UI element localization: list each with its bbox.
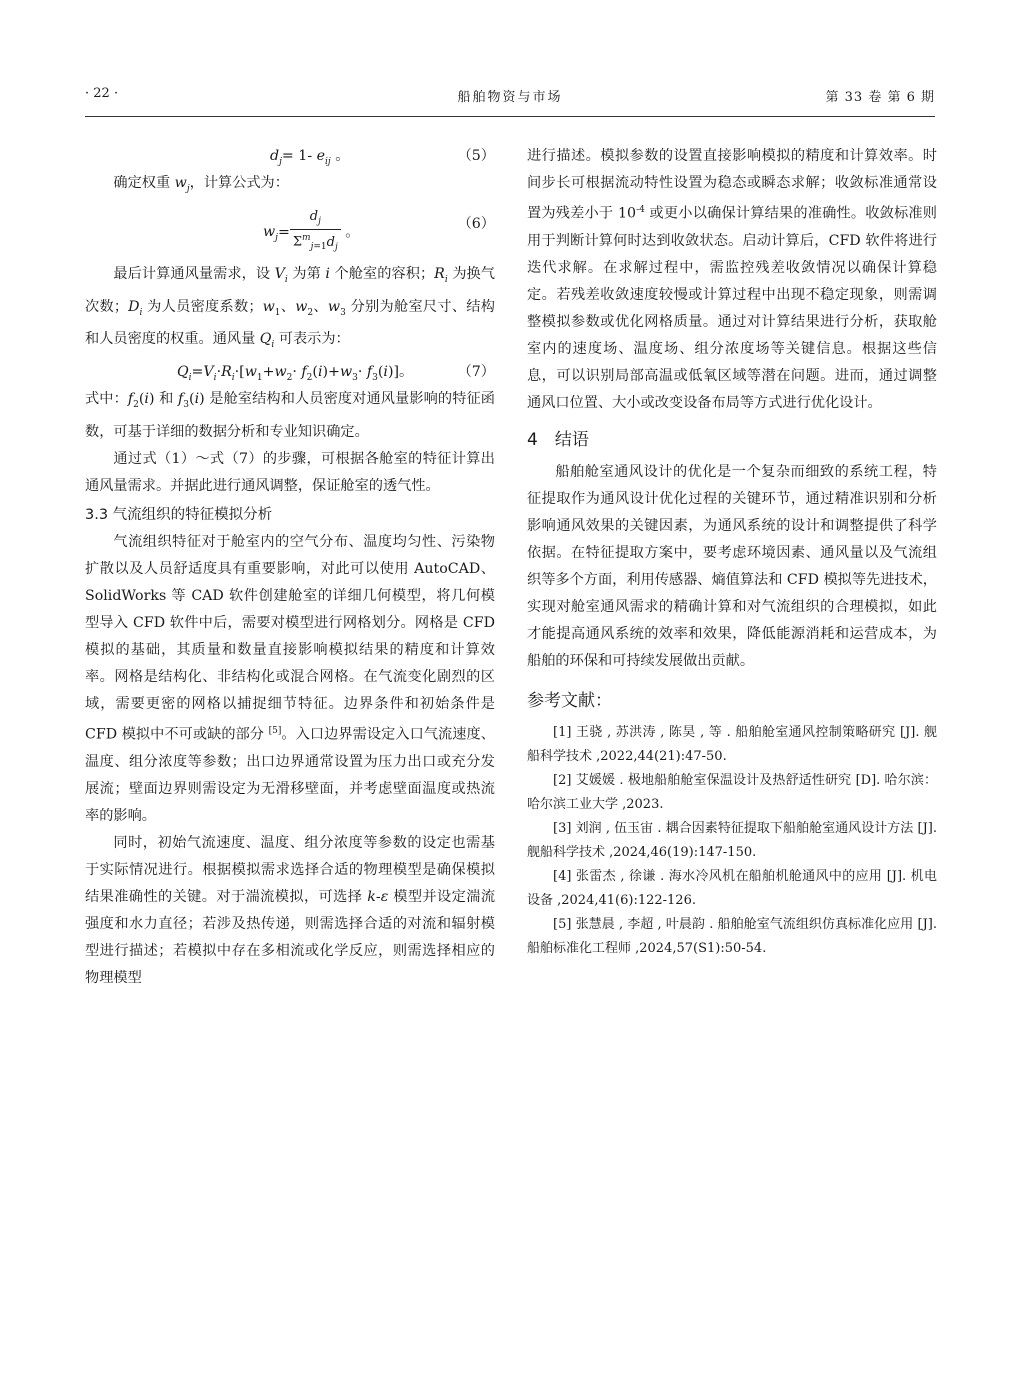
paragraph-summary-steps: 通过式（1）～式（7）的步骤，可根据各舱室的特征计算出通风量需求。并据此进行通风调整，保证舱室的透气性。 [85, 451, 495, 495]
equation-6-body: $w_j=$ $\frac{d_j}{\Sigma^m_{j=1}d_j}$ 。 [263, 208, 360, 253]
equation-6-number: （6） [457, 215, 495, 232]
equation-7-body: $Q_i=V_i\cdot R_i\cdot[w_1+w_2\cdot f_2(i)+w_3\cdot f_3(i)]$。 [177, 364, 414, 384]
paragraph-where: 式中：$f_2(i)$ 和 $f_3(i)$ 是舱室结构和人员密度对通风量影响的特征函数，可基于详细的数据分析和专业知识确定。 [85, 391, 495, 441]
reference-item: [1] 王骁 , 苏洪涛 , 陈昊 , 等 . 船舶舱室通风控制策略研究 [J]. 舰船科学技术 ,2022,44(21):47-50. [527, 724, 937, 764]
equation-5-body: $d_j= 1-$ $e_{ij}$ 。 [270, 148, 350, 167]
reference-item: [5] 张慧晨 , 李超 , 叶晨韵 . 船舶舱室气流组织仿真标准化应用 [J]. 船舶标准化工程师 ,2024,57(S1):50-54. [527, 916, 937, 956]
reference-item: [3] 刘润 , 伍玉宙 . 耦合因素特征提取下船舶舱室通风设计方法 [J]. 舰船科学技术 ,2024,46(19):147-150. [527, 820, 937, 860]
reference-item: [4] 张雷杰 , 徐谦 . 海水冷风机在船舶机舱通风中的应用 [J]. 机电设备 ,2024,41(6):122-126. [527, 868, 937, 908]
section-3-3-heading: 3.3 气流组织的特征模拟分析 [85, 507, 273, 524]
paragraph-ventilation-demand: 最后计算通风量需求，设 $V_i$ 为第 i 个舱室的容积；$R_i$ 为换气次数；$D_i$ 为人员密度系数；$w_1$、$w_2$、$w_3$ 分别为舱室尺寸、结构和人员密度的权重。通风量 $Q_i$ 可表示为： [85, 265, 495, 351]
reference-item: [2] 艾媛媛 . 极地船舶舱室保温设计及热舒适性研究 [D]. 哈尔滨：哈尔滨工业大学 ,2023. [527, 772, 937, 812]
paragraph-physical-models: 同时，初始气流速度、温度、组分浓度等参数的设定也需基于实际情况进行。根据模拟需求选择合适的物理模型是确保模拟结果准确性的关键。对于湍流模拟，可选择 k-ε 模型并设定湍流强度和水力直径；若涉及热传递，则需选择合适的对流和辐射模型进行描述；若模拟中存在多相流或化学反应，则需选择相应的物理模型 [85, 834, 496, 986]
right-column [527, 143, 937, 961]
left-column [85, 143, 495, 992]
header-rule [85, 116, 935, 117]
paragraph-conclusion: 船舶舱室通风设计的优化是一个复杂而细致的系统工程，特征提取作为通风设计优化过程的关键环节，通过精准识别和分析影响通风效果的关键因素，为通风系统的设计和调整提供了科学依据。在特征提取方案中，要考虑环境因素、通风量以及气流组织等多个方面，利用传感器、熵值算法和 CFD 模拟等先进技术，实现对舱室通风需求的精确计算和对气流组织的合理模拟，如此才能提高通风系统的效率和效果，降低能源消耗和运营成本，为船舶的环保和可持续发展做出贡献。 [527, 463, 937, 669]
paragraph-airflow-cfd: 气流组织特征对于舱室内的空气分布、温度均匀性、污染物扩散以及人员舒适度具有重要影响，对此可以使用 AutoCAD、SolidWorks 等 CAD 软件创建舱室的详细几何模型，将几何模型导入 CFD 软件中后，需要对模型进行网格划分。网格是 CFD 模拟的基础，其质量和数量直接影响模拟结果的精度和计算效率。网格是结构化、非结构化或混合网格。在气流变化剧烈的区域，需要更密的网格以捕捉细节特征。边界条件和初始条件是 CFD 模拟中不可或缺的部分 [5]。入口边界需设定入口气流速度、温度、组分浓度等参数；出口边界通常设置为压力出口或充分发展流；壁面边界则需设定为无滑移壁面，并考虑壁面温度或热流率的影响。 [85, 534, 495, 824]
page-header [85, 86, 935, 108]
references-heading: 参考文献： [527, 690, 612, 711]
journal-title: 船舶物资与市场 [457, 90, 563, 105]
equation-6 [85, 203, 495, 261]
equation-7-number: （7） [457, 364, 495, 381]
equation-5-number: （5） [457, 148, 495, 164]
issue-info: 第 33 卷 第 6 期 [825, 90, 935, 105]
weight-intro: 确定权重 $w_j$，计算公式为： [113, 175, 289, 194]
equation-5 [85, 143, 495, 170]
paragraph-simulation-params: 进行描述。模拟参数的设置直接影响模拟的精度和计算效率。时间步长可根据流动特性设置为稳态或瞬态求解；收敛标准通常设置为残差小于 $10^{-4}$ 或更小以确保计算结果的准确性。收敛标准则用于判断计算何时达到收敛状态。启动计算后，CFD 软件将进行迭代求解。在求解过程中，需监控残差收敛情况以确保计算稳定。若残差收敛速度较慢或计算过程中出现不稳定现象，则需调整模拟参数或优化网格质量。通过对计算结果进行分析，获取舱室内的速度场、温度场、组分浓度场等关键信息。根据这些信息，可以识别局部高温或低氧区域等潜在问题。进而，通过调整通风口位置、大小或改变设备布局等方式进行优化设计。 [527, 148, 937, 411]
equation-7 [85, 359, 495, 386]
section-4-heading: 4 结语 [527, 429, 589, 450]
page-number: · 22 · [85, 86, 119, 101]
